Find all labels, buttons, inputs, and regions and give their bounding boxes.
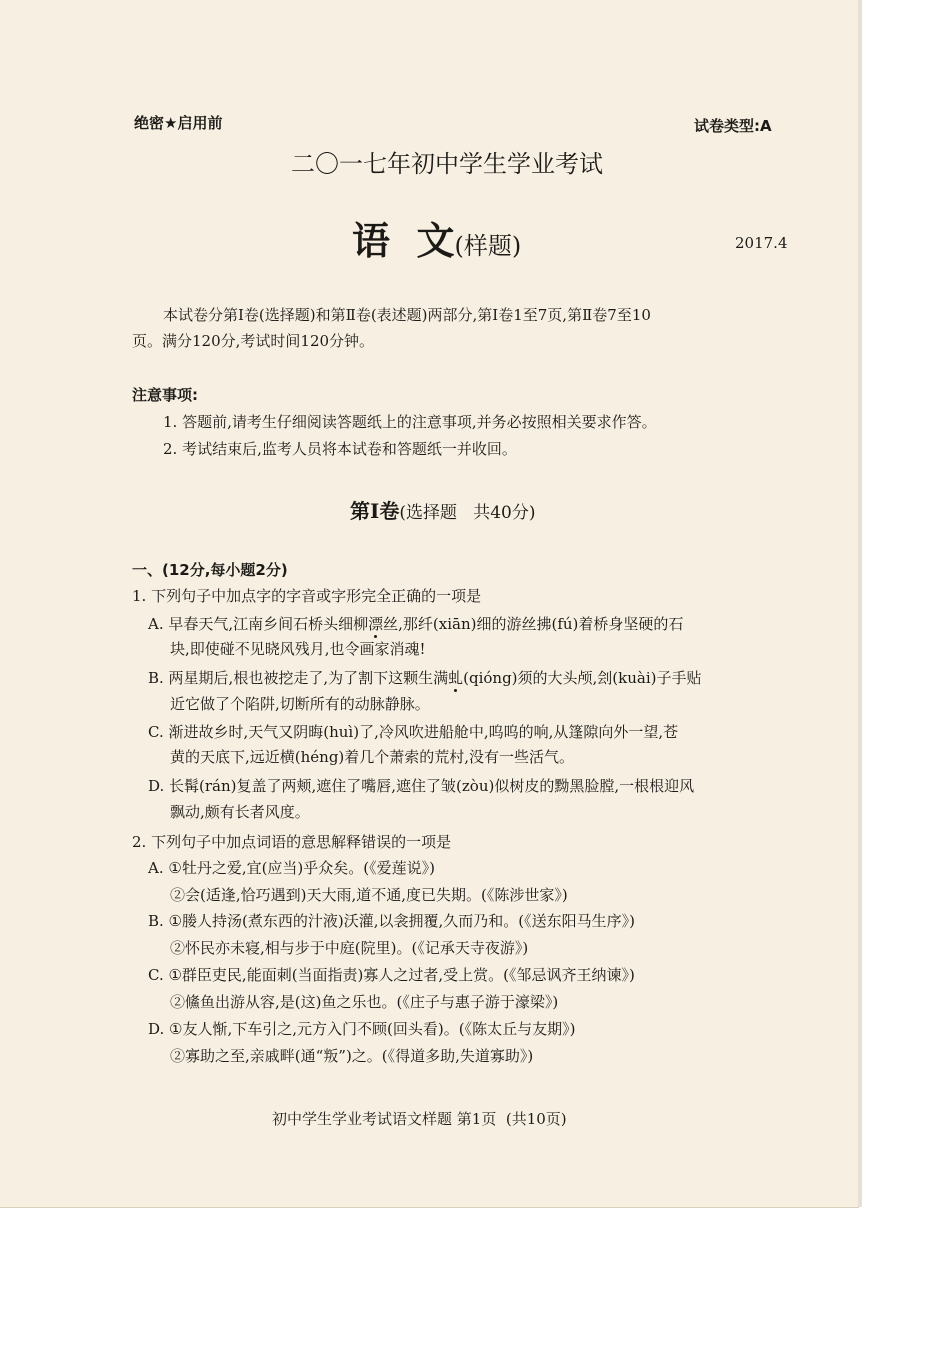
paper-edge-shadow <box>858 0 862 1207</box>
intro-line-2: 页。满分120分,考试时间120分钟。 <box>132 332 375 350</box>
exam-title: 二〇一七年初中学生学业考试 <box>291 150 603 178</box>
intro-line-1: 本试卷分第Ⅰ卷(选择题)和第Ⅱ卷(表述题)两部分,第Ⅰ卷1至7页,第Ⅱ卷7至10 <box>163 306 651 324</box>
confidential-label: 绝密★启用前 <box>134 114 223 132</box>
q1-option-c-line-2: 黄的天底下,远近横(héng)着几个萧索的荒村,没有一些活气。 <box>170 748 575 766</box>
q2-option-line: ②会(适逢,恰巧遇到)天大雨,道不通,度已失期。(《陈涉世家》) <box>170 886 568 904</box>
notes-heading: 注意事项: <box>132 386 198 404</box>
section-title <box>350 495 535 524</box>
q2-option-line: ②怀民亦未寝,相与步于中庭(院里)。(《记承天寺夜游》) <box>170 939 529 957</box>
section-subtitle: (选择题 共40分) <box>399 503 536 523</box>
q2-option-line: B. ①媵人持汤(煮东西的汁液)沃灌,以衾拥覆,久而乃和。(《送东阳马生序》) <box>148 912 635 930</box>
subject-title <box>352 210 521 265</box>
q1-option-d-line-2: 飘动,颇有长者风度。 <box>170 803 310 821</box>
q1-option-b-line-2: 近它做了个陷阱,切断所有的动脉静脉。 <box>170 695 430 713</box>
q1-option-a-line-2: 块,即使碰不见晓风残月,也令画家消魂! <box>170 640 426 658</box>
q2-stem: 2. 下列句子中加点词语的意思解释错误的一项是 <box>132 833 452 851</box>
q2-option-line: ②鯈鱼出游从容,是(这)鱼之乐也。(《庄子与惠子游于濠梁》) <box>170 993 559 1011</box>
q1-stem: 1. 下列句子中加点字的字音或字形完全正确的一项是 <box>132 587 482 605</box>
section-name: 第Ⅰ卷 <box>350 499 400 523</box>
q2-option-line: A. ①牡丹之爱,宜(应当)乎众矣。(《爱莲说》) <box>148 859 435 877</box>
page-footer: 初中学生学业考试语文样题 第1页 (共10页) <box>272 1110 567 1128</box>
q1-option-d-line-1: D. 长髯(rán)复盖了两颊,遮住了嘴唇,遮住了皱(zòu)似树皮的黝黑脸膛,一根根迎风 <box>148 777 695 795</box>
subject-suffix: (样题) <box>454 232 522 260</box>
q1-option-c-line-1: C. 渐进故乡时,天气又阴晦(huì)了,冷风吹进船舱中,呜呜的响,从篷隙向外一望,苍 <box>148 723 679 741</box>
q2-option-line: D. ①友人惭,下车引之,元方入门不顾(回头看)。(《陈太丘与友期》) <box>148 1020 576 1038</box>
part-one-heading: 一、(12分,每小题2分) <box>132 561 288 579</box>
q2-option-line: ②寡助之至,亲戚畔(通“叛”)之。(《得道多助,失道寡助》) <box>170 1047 534 1065</box>
note-item: 2. 考试结束后,监考人员将本试卷和答题纸一并收回。 <box>163 440 517 458</box>
q1-option-a-line-1: A. 早春天气,江南乡间石桥头细柳漂丝,那纤(xiān)细的游丝拂(fú)着桥身坚硬的石 <box>148 615 684 633</box>
note-item: 1. 答题前,请考生仔细阅读答题纸上的注意事项,并务必按照相关要求作答。 <box>163 413 657 431</box>
q2-option-line: C. ①群臣吏民,能面刺(当面指责)寡人之过者,受上赏。(《邹忌讽齐王纳谏》) <box>148 966 635 984</box>
exam-date: 2017.4 <box>735 234 788 252</box>
paper-type-label: 试卷类型:A <box>694 117 772 135</box>
q1-option-b-line-1: B. 两星期后,根也被挖走了,为了割下这颗生满虬(qióng)须的大头颅,刽(kuài)子手贴 <box>148 669 702 687</box>
subject-name: 语 文 <box>352 218 455 263</box>
